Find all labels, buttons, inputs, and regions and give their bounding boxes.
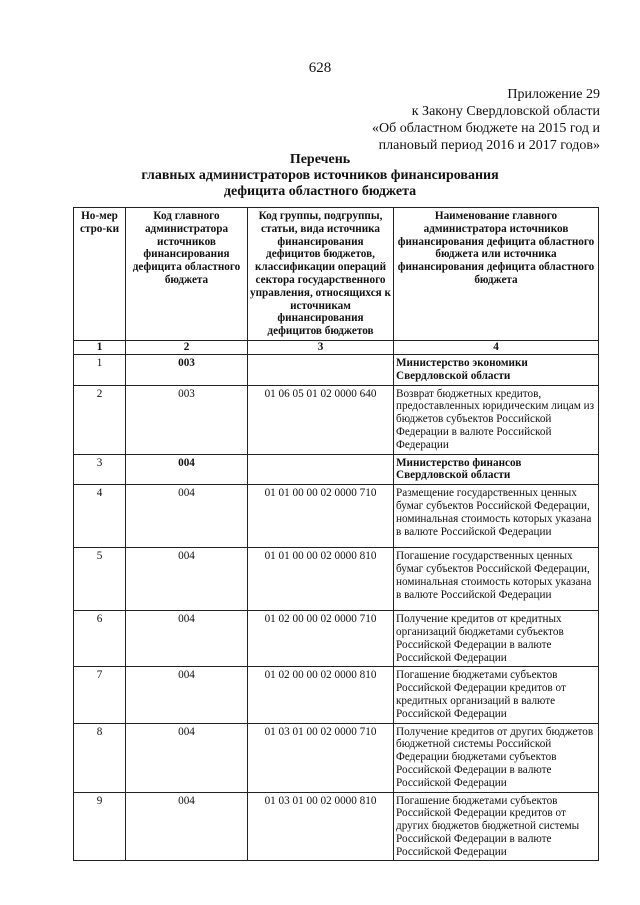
table-row [74, 454, 599, 485]
admin-name: Министерство финансов Свердловской области [394, 454, 599, 485]
title-line: дефицита областного бюджета [223, 184, 417, 199]
source-name: Возврат бюджетных кредитов, предоставленных юридическим лицам из бюджетов субъектов Российской Федерации в валюте Российской Федерации [394, 385, 599, 454]
admin-code: 003 [126, 385, 248, 454]
admin-code: 004 [126, 485, 248, 548]
table-row [74, 485, 599, 548]
table-row [74, 723, 599, 792]
budget-code: 01 02 00 00 02 0000 710 [248, 611, 394, 667]
title-line: главных администраторов источников финансирования [141, 168, 499, 183]
column-number: 2 [126, 340, 248, 354]
admin-name: Министерство экономики Свердловской области [394, 354, 599, 385]
administrators-table [73, 207, 599, 861]
row-number: 7 [74, 667, 126, 723]
admin-code: 004 [126, 548, 248, 611]
row-number: 3 [74, 454, 126, 485]
table-row [74, 354, 599, 385]
column-number: 1 [74, 340, 126, 354]
row-number: 5 [74, 548, 126, 611]
source-name: Погашение бюджетами субъектов Российской Федерации кредитов от кредитных организаций в валюте Российской Федерации [394, 667, 599, 723]
header-budget-code: Код группы, подгруппы, статьи, вида источника финансирования дефицитов бюджетов, классификации операций сектора государственного управления, относящихся к источникам финансирования дефицитов бюджетов [248, 208, 394, 341]
page-number: 628 [308, 60, 332, 76]
column-number: 4 [394, 340, 599, 354]
admin-code: 004 [126, 454, 248, 485]
table-row [74, 385, 599, 454]
source-name: Размещение государственных ценных бумаг субъектов Российской Федерации, номинальная стоимость которых указана в валюте Российской Федерации [394, 485, 599, 548]
admin-code: 003 [126, 354, 248, 385]
header-name: Наименование главного администратора источников финансирования дефицита областного бюджета или источника финансирования дефицита областного бюджета [394, 208, 599, 341]
appendix-line: к Закону Свердловской области [411, 104, 600, 119]
title-line: Перечень [289, 152, 351, 167]
budget-code: 01 03 01 00 02 0000 710 [248, 723, 394, 792]
row-number: 4 [74, 485, 126, 548]
appendix-line: плановый период 2016 и 2017 годов» [378, 138, 600, 153]
admin-code: 004 [126, 723, 248, 792]
appendix-line: «Об областном бюджете на 2015 год и [372, 121, 600, 136]
row-number: 9 [74, 792, 126, 861]
table-row [74, 611, 599, 667]
source-name: Получение кредитов от других бюджетов бюджетной системы Российской Федерации бюджетами субъектов Российской Федерации в валюте Российской Федерации [394, 723, 599, 792]
document-title [0, 152, 640, 200]
budget-code [248, 354, 394, 385]
admin-code: 004 [126, 792, 248, 861]
appendix-reference [372, 86, 600, 154]
budget-code: 01 06 05 01 02 0000 640 [248, 385, 394, 454]
table-header-row [74, 208, 599, 341]
column-numbers-row [74, 340, 599, 354]
budget-code: 01 02 00 00 02 0000 810 [248, 667, 394, 723]
admin-code: 004 [126, 667, 248, 723]
source-name: Получение кредитов от кредитных организаций бюджетами субъектов Российской Федерации в валюте Российской Федерации [394, 611, 599, 667]
budget-code: 01 01 00 00 02 0000 710 [248, 485, 394, 548]
header-admin-code: Код главного администратора источников финансирования дефицита областного бюджета [126, 208, 248, 341]
header-row-number: Но-мер стро-ки [74, 208, 126, 341]
table-row [74, 667, 599, 723]
budget-code: 01 03 01 00 02 0000 810 [248, 792, 394, 861]
appendix-line: Приложение 29 [507, 87, 600, 102]
source-name: Погашение государственных ценных бумаг субъектов Российской Федерации, номинальная стоимость которых указана в валюте Российской Федерации [394, 548, 599, 611]
table-row [74, 792, 599, 861]
admin-code: 004 [126, 611, 248, 667]
budget-code [248, 454, 394, 485]
row-number: 2 [74, 385, 126, 454]
source-name: Погашение бюджетами субъектов Российской Федерации кредитов от других бюджетов бюджетной системы Российской Федерации в валюте Российской Федерации [394, 792, 599, 861]
budget-code: 01 01 00 00 02 0000 810 [248, 548, 394, 611]
row-number: 6 [74, 611, 126, 667]
table-row [74, 548, 599, 611]
row-number: 8 [74, 723, 126, 792]
column-number: 3 [248, 340, 394, 354]
row-number: 1 [74, 354, 126, 385]
